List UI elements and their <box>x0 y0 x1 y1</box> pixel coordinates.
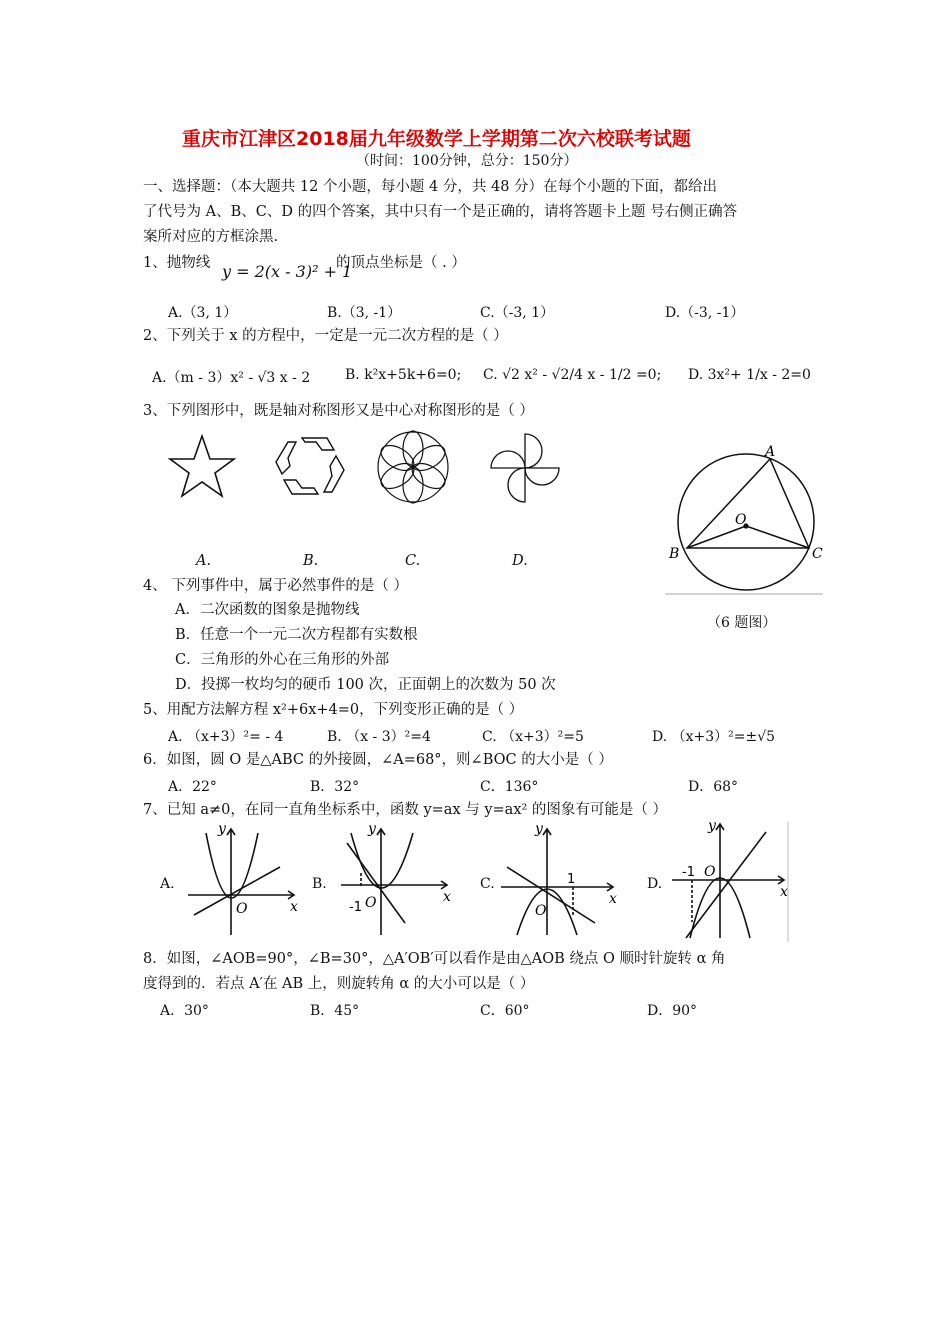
point-a-label: A <box>765 444 776 460</box>
q1-stem-before: 1、抛物线 <box>143 255 211 271</box>
graph-d-y-label: y <box>708 818 716 834</box>
q1-option-c: C.（-3, 1） <box>480 305 555 321</box>
graph-a-y-label: y <box>218 823 226 837</box>
graph-c <box>495 823 620 941</box>
graph-c-origin: O <box>535 903 547 919</box>
graph-c-y-label: y <box>535 823 543 837</box>
q8-option-a: A．30° <box>160 1003 209 1019</box>
q5-option-a: A. （x+3）²= - 4 <box>168 729 284 745</box>
q7-stem: 7、已知 a≠0，在同一直角坐标系中，函数 y=ax 与 y=ax² 的图象有可能是（ ） <box>143 802 668 818</box>
q7-label-d: D. <box>647 876 663 892</box>
q1-stem-after: 的顶点坐标是（ . ） <box>336 255 466 271</box>
q3-label-b: B. <box>303 553 319 569</box>
graph-a-origin: O <box>236 901 248 917</box>
q7-label-b: B. <box>312 876 327 892</box>
page-subtitle: （时间：100分钟，总分：150分） <box>356 153 578 169</box>
graph-b-x-label: x <box>443 889 451 905</box>
graph-d <box>668 818 793 943</box>
q5-option-b: B. （x - 3）²=4 <box>327 729 431 745</box>
q2-stem: 2、下列关于 x 的方程中，一定是一元二次方程的是（ ） <box>143 328 508 344</box>
q4-option-b: B．任意一个一元二次方程都有实数根 <box>175 627 418 643</box>
q3-label-d: D. <box>512 553 528 569</box>
q2-option-a: A.（m - 3）x² - √3 x - 2 <box>152 370 311 386</box>
circumcircle-figure <box>665 440 825 598</box>
q6-stem: 6．如图，圆 O 是△ABC 的外接圆，∠A=68°，则∠BOC 的大小是（ ） <box>143 752 613 768</box>
q2-option-b: B. k²x+5k+6=0; <box>345 367 462 383</box>
point-o-label: O <box>735 512 747 528</box>
q2-option-c: C. √2 x² - √2/4 x - 1/2 =0; <box>483 367 662 383</box>
section-line-3: 案所对应的方框涂黑. <box>143 229 279 245</box>
q4-option-d: D．投掷一枚均匀的硬币 100 次，正面朝上的次数为 50 次 <box>175 677 556 693</box>
graph-a <box>182 823 302 941</box>
graph-c-x-label: x <box>609 891 617 907</box>
triple-chevron-figure <box>272 430 352 500</box>
q8-line-2: 度得到的．若点 A′在 AB 上，则旋转角 α 的大小可以是（ ） <box>143 976 535 992</box>
q3-stem: 3、下列图形中，既是轴对称图形又是中心对称图形的是（ ） <box>143 403 534 419</box>
graph-b <box>335 823 455 941</box>
point-b-label: B <box>669 546 680 562</box>
fig6-caption: （6 题图） <box>707 615 777 631</box>
q5-stem: 5、用配方法解方程 x²+6x+4=0，下列变形正确的是（ ） <box>143 702 524 718</box>
graph-d-x-label: x <box>780 884 788 900</box>
q4-option-c: C．三角形的外心在三角形的外部 <box>175 652 390 668</box>
graph-a-x-label: x <box>290 899 298 915</box>
q7-label-c: C. <box>480 876 495 892</box>
graph-d-mark: -1 <box>682 865 695 880</box>
graph-b-mark: -1 <box>349 900 362 915</box>
q3-label-a: A. <box>196 553 212 569</box>
section-line-2: 了代号为 A、B、C、D 的四个答案，其中只有一个是正确的，请将答题卡上题 号右侧正确答 <box>143 204 738 220</box>
pinwheel-figure <box>485 428 565 508</box>
flower-circle-figure <box>373 428 453 506</box>
q6-option-d: D．68° <box>688 779 739 795</box>
q1-formula: y = 2(x - 3)² + 1 <box>222 262 353 281</box>
q6-option-a: A．22° <box>168 779 217 795</box>
point-c-label: C <box>812 546 823 562</box>
q4-option-a: A．二次函数的图象是抛物线 <box>175 602 360 618</box>
q5-option-c: C. （x+3）²=5 <box>482 729 584 745</box>
q8-option-b: B．45° <box>310 1003 360 1019</box>
q8-line-1: 8．如图，∠AOB=90°，∠B=30°，△A′OB′可以看作是由△AOB 绕点 O 顺时针旋转 α 角 <box>143 951 726 967</box>
q1-option-b: B.（3, -1） <box>327 305 402 321</box>
graph-b-origin: O <box>365 895 377 911</box>
star-figure <box>165 430 240 500</box>
page-title: 重庆市江津区2018届九年级数学上学期第二次六校联考试题 <box>182 128 691 150</box>
graph-d-origin: O <box>704 864 716 880</box>
section-line-1: 一、选择题：（本大题共 12 个小题，每小题 4 分，共 48 分）在每个小题的下面，都给出 <box>143 179 718 195</box>
graph-b-y-label: y <box>368 823 376 837</box>
q3-label-c: C. <box>405 553 421 569</box>
q5-option-d: D. （x+3）²=±√5 <box>652 729 776 745</box>
q8-option-c: C．60° <box>480 1003 530 1019</box>
q1-option-d: D.（-3, -1） <box>665 305 745 321</box>
graph-c-mark: 1 <box>567 872 576 887</box>
q6-option-c: C．136° <box>480 779 539 795</box>
q4-stem: 4、 下列事件中，属于必然事件的是（ ） <box>143 578 408 594</box>
q1-option-a: A.（3, 1） <box>168 305 238 321</box>
q7-label-a: A. <box>160 876 175 892</box>
q8-option-d: D．90° <box>647 1003 698 1019</box>
q2-option-d: D. 3x²+ 1/x - 2=0 <box>688 367 811 383</box>
q6-option-b: B．32° <box>310 779 360 795</box>
